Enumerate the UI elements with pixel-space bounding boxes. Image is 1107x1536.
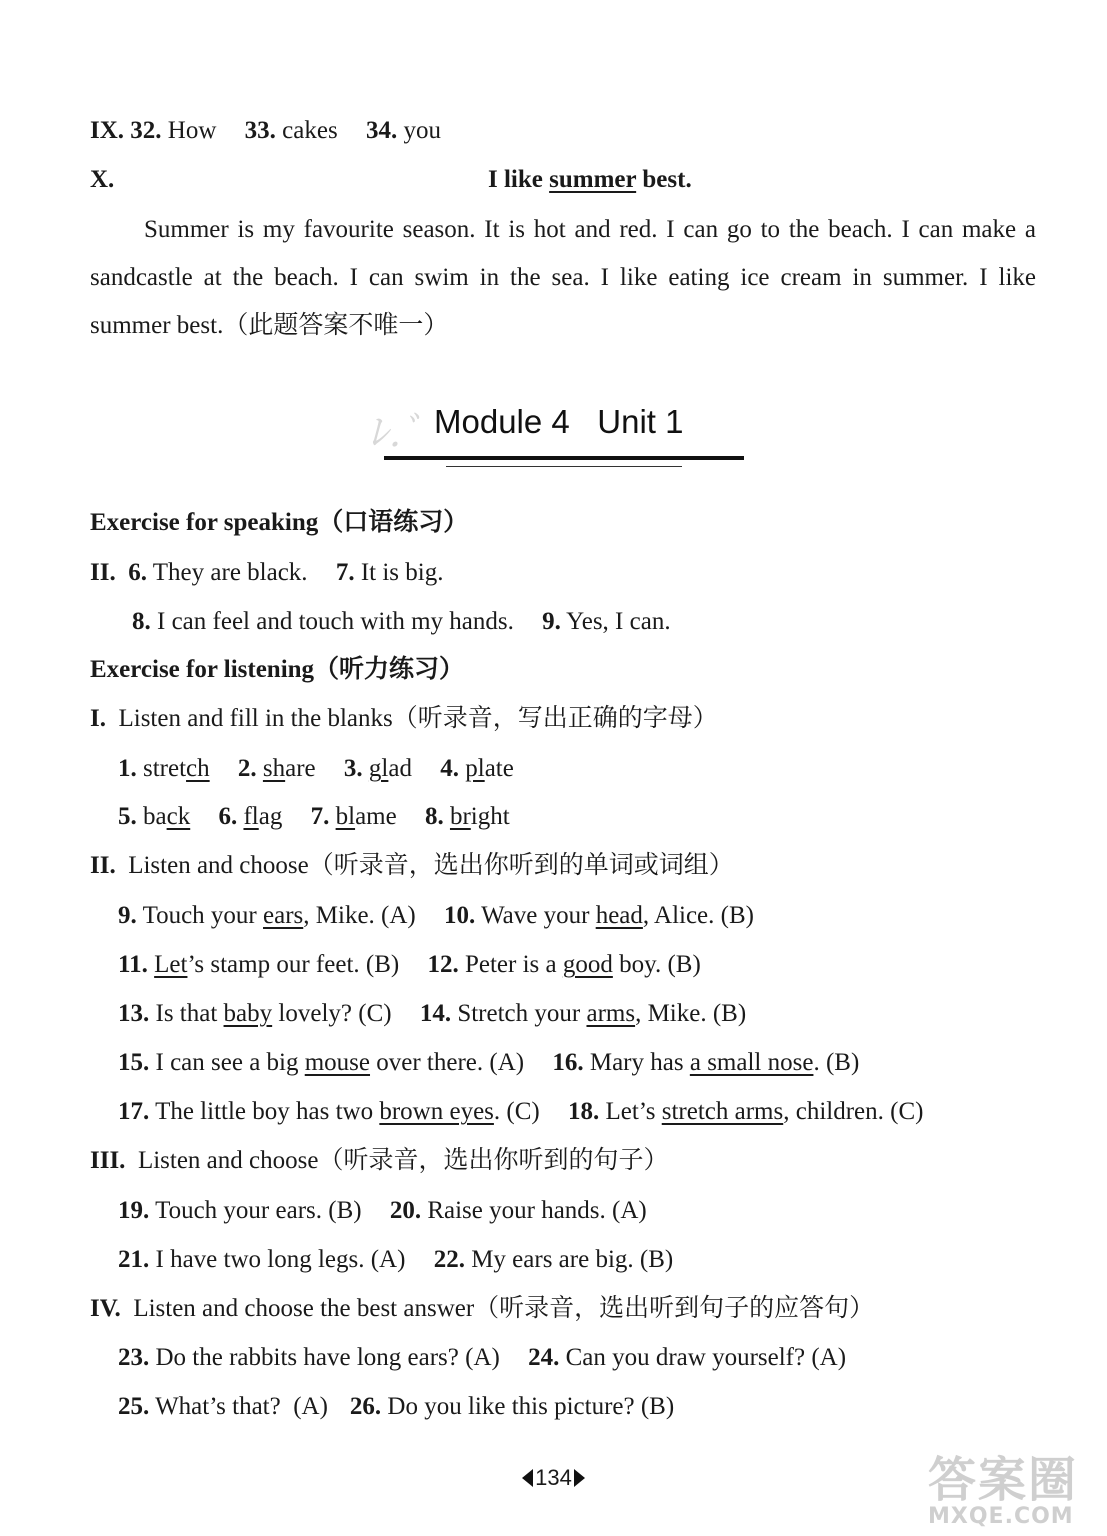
answer: you: [403, 117, 441, 144]
answer: Do the rabbits have long ears? (A): [155, 1344, 500, 1371]
underlined-letters: pl: [465, 755, 485, 782]
underlined-letters: br: [449, 803, 471, 830]
item-number: 8.: [132, 608, 151, 635]
underlined-word: mouse: [304, 1049, 371, 1076]
item-number: 15.: [118, 1049, 150, 1076]
sentence-part: boy. (B): [612, 951, 701, 978]
choose-row-4: [118, 1048, 859, 1078]
underlined-letters: gl: [368, 755, 389, 782]
item-number: 8.: [424, 803, 444, 830]
choose-row-2: [118, 950, 701, 980]
section-label: II.: [90, 852, 116, 879]
underlined-word: brown eyes: [379, 1098, 494, 1125]
item-number: 4.: [440, 755, 459, 782]
title-part: best.: [636, 166, 692, 193]
sentence-part: over there. (A): [370, 1049, 525, 1076]
word-part: stret: [143, 755, 187, 782]
answer: I can feel and touch with my hands.: [157, 608, 514, 635]
instruction: Listen and choose the best answer（听录音，选出听到句子的应答句）: [133, 1295, 875, 1322]
sentence-part: ’s stamp our feet. (B): [187, 951, 400, 978]
answer-row-1: [118, 1343, 846, 1373]
sentence-part: , Mike. (A): [303, 902, 416, 929]
answer: Do you like this picture? (B): [387, 1393, 675, 1420]
title-subrule: [446, 466, 682, 467]
word-part: ad: [388, 755, 412, 782]
sentence-row-2: [118, 1245, 673, 1275]
sentence-part: , Mike. (B): [635, 1000, 747, 1027]
item-number: 7.: [310, 803, 330, 830]
essay-paragraph: [90, 206, 1036, 350]
word-part: are: [285, 755, 316, 782]
essay-title: [488, 165, 692, 195]
answer: What’s that? (A): [155, 1393, 328, 1420]
watermark-url: MXQE.COM: [928, 1504, 1074, 1529]
item-number: 6.: [128, 559, 147, 586]
answer: Raise your hands. (A): [427, 1197, 647, 1224]
page-number-text: 134: [535, 1465, 572, 1490]
section-i-instruction: [90, 704, 718, 734]
section-x-label: X.: [90, 166, 115, 193]
item-number: 23.: [118, 1344, 150, 1371]
right-triangle-icon: [574, 1469, 585, 1487]
item-number: 24.: [528, 1344, 560, 1371]
watermark-text: 答案圈: [928, 1452, 1079, 1508]
item-number: 10.: [444, 902, 476, 929]
underlined-letters: ch: [186, 755, 210, 782]
sentence-part: Stretch your: [457, 1000, 587, 1027]
sentence-part: I can see a big: [155, 1049, 305, 1076]
item-number: 17.: [118, 1098, 150, 1125]
item-number: 14.: [419, 1000, 452, 1027]
item-number: 22.: [433, 1246, 465, 1273]
word-part: ag: [258, 803, 283, 830]
blanks-row-1: [118, 754, 514, 784]
answer: Yes, I can.: [566, 608, 671, 635]
watermark-logo: [928, 1452, 1098, 1533]
item-number: 21.: [118, 1246, 150, 1273]
word-part: ame: [355, 803, 397, 830]
sentence-part: . (B): [813, 1049, 860, 1076]
underlined-word: baby: [223, 1000, 273, 1027]
underlined-word: Let: [154, 951, 188, 978]
underlined-word: arms: [586, 1000, 636, 1027]
section-label: IX.: [90, 117, 125, 144]
title-part: I like: [488, 166, 550, 193]
underlined-word: a small nose: [689, 1049, 814, 1076]
item-number: 20.: [389, 1197, 422, 1224]
item-number: 19.: [118, 1197, 150, 1224]
underlined-letters: ck: [166, 803, 191, 830]
item-number: 1.: [118, 755, 137, 782]
sentence-part: Peter is a: [464, 951, 563, 978]
instruction: Listen and fill in the blanks（听录音，写出正确的字母）: [118, 705, 718, 732]
choose-row-1: [118, 901, 754, 931]
section-label: I.: [90, 705, 106, 732]
listening-heading: Exercise for listening（听力练习）: [90, 656, 465, 683]
word-part: ight: [470, 803, 510, 830]
sentence-part: , children. (C): [783, 1098, 924, 1125]
underlined-word: stretch arms: [661, 1098, 784, 1125]
choose-row-3: [118, 999, 746, 1029]
underlined-word: ears: [263, 902, 304, 929]
item-number: 11.: [118, 951, 148, 978]
module-title: Module 4 Unit 1: [434, 403, 684, 440]
item-number: 16.: [552, 1049, 584, 1076]
item-number: 26.: [349, 1393, 382, 1420]
section-iii-instruction: [90, 1146, 668, 1176]
underlined-letters: sh: [262, 755, 286, 782]
item-number: 6.: [218, 803, 238, 830]
section-label: III.: [90, 1147, 126, 1174]
sentence-part: Touch your: [142, 902, 264, 929]
sentence-part: The little boy has two: [155, 1098, 380, 1125]
item-number: 32.: [130, 117, 162, 144]
answer: They are black.: [152, 559, 308, 586]
item-number: 25.: [118, 1393, 150, 1420]
item-number: 7.: [335, 559, 355, 586]
left-triangle-icon: [522, 1469, 533, 1487]
section-label: II.: [90, 559, 116, 586]
answer: How: [167, 117, 217, 144]
essay-text: Summer is my favourite season. It is hot and red. I can go to the beach. I can make a sandcastle at the beach. I can swim in the sea. I like eating ice cream in summer. I like summer best.（此题答案不唯一）: [90, 216, 1036, 339]
answer: Touch your ears. (B): [155, 1197, 362, 1224]
choose-row-5: [118, 1097, 923, 1127]
item-number: 34.: [365, 117, 398, 144]
sentence-part: Wave your: [481, 902, 596, 929]
sentence-part: . (C): [493, 1098, 540, 1125]
speaking-line-2: [132, 607, 671, 637]
decorative-scribble: ﾚ.ﾞ: [368, 410, 422, 456]
section-ix-answers: [90, 116, 441, 146]
item-number: 9.: [542, 608, 561, 635]
sentence-part: Let’s: [605, 1098, 662, 1125]
item-number: 18.: [567, 1098, 600, 1125]
section-ii-instruction: [90, 851, 734, 881]
item-number: 3.: [343, 755, 363, 782]
module-title-banner: [360, 395, 760, 475]
sentence-row-1: [118, 1196, 647, 1226]
answer-row-2: [118, 1392, 674, 1422]
item-number: 9.: [118, 902, 137, 929]
sentence-part: Is that: [155, 1000, 224, 1027]
underlined-word: good: [562, 951, 613, 978]
word-part: ba: [143, 803, 167, 830]
item-number: 13.: [118, 1000, 150, 1027]
answer: Can you draw yourself? (A): [565, 1344, 847, 1371]
instruction: Listen and choose（听录音，选出你听到的句子）: [137, 1147, 669, 1174]
underlined-word: head: [595, 902, 643, 929]
answer: My ears are big. (B): [471, 1246, 674, 1273]
sentence-part: , Alice. (B): [642, 902, 754, 929]
title-underlined-word: summer: [549, 166, 637, 193]
answer: cakes: [282, 117, 338, 144]
item-number: 5.: [118, 803, 137, 830]
speaking-heading: Exercise for speaking（口语练习）: [90, 509, 469, 536]
blanks-row-2: [118, 802, 510, 832]
item-number: 12.: [427, 951, 459, 978]
speaking-line-1: [90, 558, 443, 588]
instruction: Listen and choose（听录音，选出你听到的单词或词组）: [128, 852, 734, 879]
underlined-letters: bl: [335, 803, 356, 830]
sentence-part: Mary has: [589, 1049, 690, 1076]
word-part: ate: [484, 755, 514, 782]
title-rule: [384, 456, 744, 460]
item-number: 2.: [237, 755, 257, 782]
answer: It is big.: [360, 559, 444, 586]
underlined-letters: fl: [243, 803, 259, 830]
section-iv-instruction: [90, 1294, 874, 1324]
sentence-part: lovely? (C): [272, 1000, 392, 1027]
section-label: IV.: [90, 1295, 121, 1322]
item-number: 33.: [244, 117, 276, 144]
answer: I have two long legs. (A): [155, 1246, 406, 1273]
